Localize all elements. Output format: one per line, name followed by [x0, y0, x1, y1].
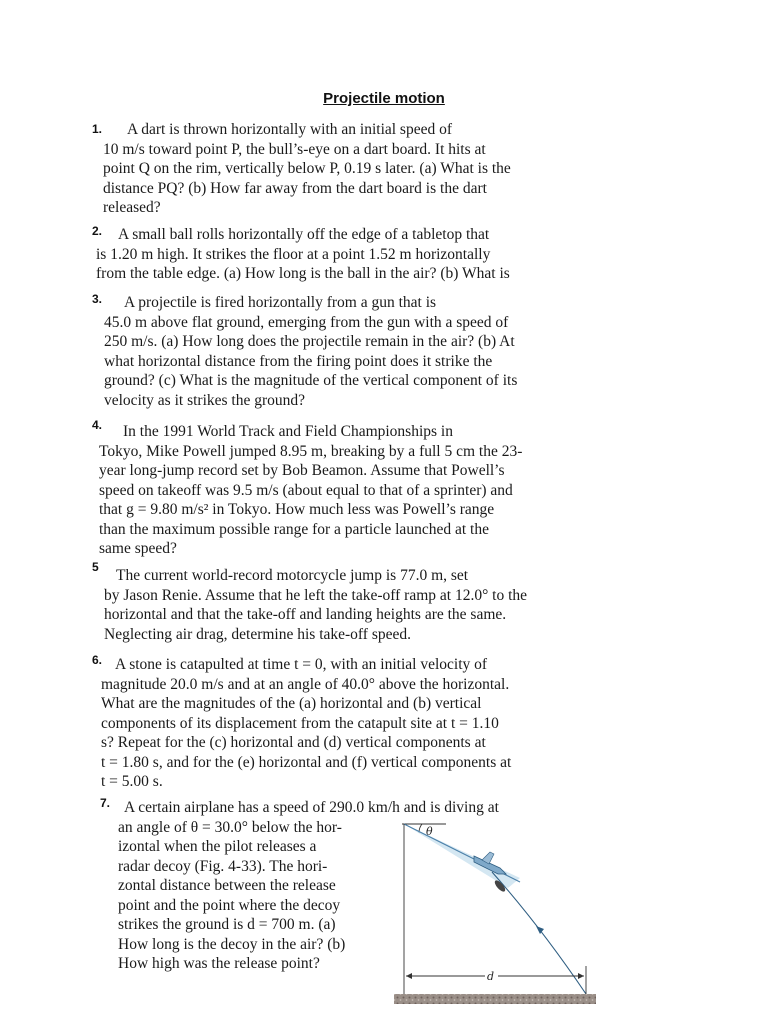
- problem-6: [101, 655, 578, 792]
- page-title: Projectile motion: [323, 90, 445, 107]
- problem-3: [104, 293, 578, 410]
- problem-1-line: released?: [103, 199, 161, 216]
- problem-4-line: same speed?: [99, 540, 177, 557]
- problem-5-line: horizontal and that the take-off and landing heights are the same.: [104, 606, 507, 623]
- problem-4-line: Tokyo, Mike Powell jumped 8.95 m, breaking by a full 5 cm the 23-: [99, 442, 523, 460]
- problem-6-line: magnitude 20.0 m/s and at an angle of 40.0° above the horizontal.: [101, 675, 510, 693]
- problem-4-line: year long-jump record set by Bob Beamon. Assume that Powell’s: [99, 462, 505, 479]
- problem-6-line: s? Repeat for the (c) horizontal and (d) vertical components at: [101, 734, 486, 751]
- problem-3-line: what horizontal distance from the firing point does it strike the: [104, 352, 493, 370]
- problem-6-line: components of its displacement from the catapult site at t = 1.10: [101, 714, 499, 732]
- problem-3-line: 45.0 m above flat ground, emerging from the gun with a speed of: [104, 313, 509, 331]
- problem-number-3: 3.: [92, 292, 103, 306]
- trajectory-arrow-icon: [536, 926, 544, 934]
- problem-number-6: 6.: [92, 653, 103, 667]
- problem-1: [103, 120, 577, 218]
- problem-1-line: distance PQ? (b) How far away from the dart board is the dart: [103, 179, 487, 197]
- problem-1-line: point Q on the rim, vertically below P, 0.19 s later. (a) What is the: [103, 160, 511, 177]
- problem-7-line: zontal distance between the release: [118, 877, 336, 894]
- problem-7-line: an angle of θ = 30.0° below the hor-: [118, 818, 342, 836]
- problem-6-line: t = 5.00 s.: [101, 773, 163, 790]
- distance-arrow-right-icon: [578, 973, 584, 979]
- problem-5-line: The current world-record motorcycle jump is 77.0 m, set: [116, 567, 469, 584]
- problem-2-line: from the table edge. (a) How long is the ball in the air? (b) What is: [96, 265, 510, 282]
- problem-number-1: 1.: [92, 122, 103, 136]
- problem-number-5: 5: [92, 560, 99, 574]
- problem-4: [99, 422, 577, 559]
- ground: [394, 994, 596, 1004]
- angle-label: θ: [426, 825, 433, 838]
- problem-7-line: A certain airplane has a speed of 290.0 km/h and is diving at: [124, 799, 499, 816]
- problem-6-line: What are the magnitudes of the (a) horizontal and (b) vertical: [101, 695, 482, 712]
- problem-7-line: How high was the release point?: [118, 955, 320, 972]
- problem-4-line: than the maximum possible range for a particle launched at the: [99, 520, 489, 538]
- distance-label: d: [487, 970, 495, 983]
- problem-7-line: izontal when the pilot releases a: [118, 838, 317, 855]
- problem-4-line: In the 1991 World Track and Field Championships in: [123, 423, 453, 440]
- problem-5-line: by Jason Renie. Assume that he left the take-off ramp at 12.0° to the: [104, 586, 528, 604]
- dive-path-shade: [404, 824, 520, 888]
- problem-2-line: is 1.20 m high. It strikes the floor at a point 1.52 m horizontally: [96, 245, 491, 263]
- problem-4-line: that g = 9.80 m/s² in Tokyo. How much less was Powell’s range: [99, 501, 495, 518]
- problem-3-line: A projectile is fired horizontally from a gun that is: [124, 294, 437, 311]
- problem-1-line: 10 m/s toward point P, the bull’s-eye on a dart board. It hits at: [103, 140, 486, 158]
- problem-6-line: t = 1.80 s, and for the (e) horizontal and (f) vertical components at: [101, 753, 512, 771]
- problem-2-line: A small ball rolls horizontally off the edge of a tabletop that: [118, 226, 490, 243]
- problem-3-line: velocity as it strikes the ground?: [104, 391, 306, 409]
- problem-number-7: 7.: [100, 796, 111, 810]
- problem-7-line: How long is the decoy in the air? (b): [118, 935, 346, 953]
- problem-2: [96, 225, 576, 284]
- problem-3-line: 250 m/s. (a) How long does the projectile remain in the air? (b) At: [104, 333, 515, 350]
- problem-4-line: speed on takeoff was 9.5 m/s (about equal to that of a sprinter) and: [99, 481, 513, 499]
- problem-number-4: 4.: [92, 418, 103, 432]
- problem-3-line: ground? (c) What is the magnitude of the vertical component of its: [104, 372, 518, 389]
- problem-5-line: Neglecting air drag, determine his take-off speed.: [104, 625, 412, 643]
- problem-6-line: A stone is catapulted at time t = 0, with an initial velocity of: [115, 656, 488, 673]
- problem-5: [104, 566, 580, 644]
- problem-7-line: radar decoy (Fig. 4-33). The hori-: [118, 857, 328, 875]
- problem-7-line: point and the point where the decoy: [118, 896, 341, 914]
- problem-7-line: strikes the ground is d = 700 m. (a): [118, 916, 336, 933]
- distance-arrow-left-icon: [406, 973, 412, 979]
- decoy-figure: [390, 816, 600, 1008]
- problem-number-2: 2.: [92, 224, 103, 238]
- problem-1-line: A dart is thrown horizontally with an initial speed of: [127, 121, 453, 138]
